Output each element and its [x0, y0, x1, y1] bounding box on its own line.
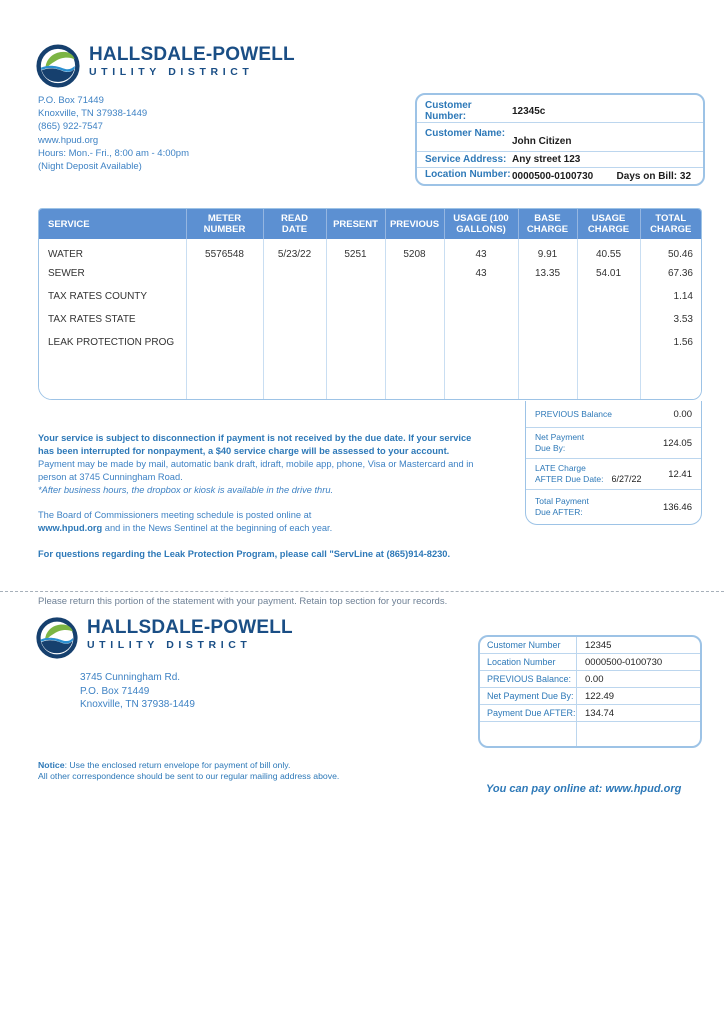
table-cell [263, 331, 326, 354]
customer-name-value: John Citizen [512, 136, 572, 147]
address-line: Knoxville, TN 37938-1449 [80, 699, 195, 710]
late-charge-value: 12.41 [668, 468, 692, 480]
table-cell [263, 262, 326, 285]
table-cell [326, 308, 385, 331]
table-cell: 5/23/22 [263, 239, 326, 262]
after-hours-note: *After business hours, the dropbox or kiosk is available in the drive thru. [38, 485, 334, 495]
table-cell: SEWER [39, 262, 186, 285]
location-number-row [417, 168, 703, 184]
table-cell [444, 308, 518, 331]
table-cell [263, 285, 326, 308]
table-cell [385, 285, 444, 308]
disconnection-notice: Your service is subject to disconnection if payment is not received by the due date. If your service has been interrupted for nonpayment, a $40 service charge will be assessed to your account. Payment may be made by mail, automatic bank draft, idraft, mobile app, phone, Visa or Mastercard and in person at 3745 Cunningham Road. *After business hours, the dropbox or kiosk is available in the drive thru. [38, 433, 474, 495]
net-payment-value: 124.05 [662, 437, 692, 449]
table-cell: WATER [39, 239, 186, 262]
customer-name-row [417, 123, 703, 152]
location-number-value: 0000500-0100730 [512, 171, 594, 182]
table-cell [577, 308, 640, 331]
table-cell [385, 262, 444, 285]
col-header-total-charge: TOTAL CHARGE [640, 209, 701, 239]
address-line: Hours: Mon.- Fri., 8:00 am - 4:00pm [38, 147, 189, 159]
table-cell: 43 [444, 262, 518, 285]
table-cell: 3.53 [640, 308, 701, 331]
table-cell [444, 331, 518, 354]
table-cell: TAX RATES STATE [39, 308, 186, 331]
customer-number-value: 12345c [512, 106, 546, 117]
remit-summary-box [478, 635, 702, 748]
address-line: (865) 922-7547 [38, 121, 103, 133]
bill-messages [38, 432, 482, 574]
table-row-water [39, 239, 701, 262]
leak-protection-note: For questions regarding the Leak Protection Program, please call "ServLine at (865)914-8230. [38, 549, 451, 559]
days-on-bill: Days on Bill: 32 [616, 171, 691, 182]
previous-balance-value: 0.00 [673, 408, 692, 420]
table-cell: 50.46 [640, 239, 701, 262]
col-header-usage-gallons: USAGE (100 GALLONS) [444, 209, 518, 239]
remit-previous-balance-row: PREVIOUS Balance: 0.00 [480, 671, 700, 688]
address-line: 3745 Cunningham Rd. [80, 672, 181, 683]
table-cell: 67.36 [640, 262, 701, 285]
service-charges-table [39, 209, 701, 399]
col-header-service: SERVICE [39, 209, 186, 239]
service-address-value: Any street 123 [512, 154, 581, 165]
table-header-row [39, 209, 701, 239]
table-cell [518, 308, 577, 331]
brand-name: HALLSDALE-POWELL [87, 617, 293, 638]
table-cell: 13.35 [518, 262, 577, 285]
brand-tagline: UTILITY DISTRICT [87, 639, 252, 651]
table-cell: 5251 [326, 239, 385, 262]
table-cell [385, 331, 444, 354]
hpud-logo-icon [36, 44, 80, 88]
table-cell [385, 308, 444, 331]
service-address-label: Service Address: [425, 154, 507, 165]
table-cell [444, 285, 518, 308]
hpud-url: www.hpud.org [38, 523, 103, 533]
hpud-logo-text [89, 44, 295, 78]
late-charge-label: LATE Charge AFTER Due Date: 6/27/22 [535, 463, 642, 484]
table-cell [186, 262, 263, 285]
service-address-row [417, 152, 703, 168]
remit-payment-after-row: Payment Due AFTER: 134.74 [480, 705, 700, 722]
table-cell: LEAK PROTECTION PROG [39, 331, 186, 354]
perforation-line [0, 591, 724, 592]
table-cell: 40.55 [577, 239, 640, 262]
pay-online-note: You can pay online at: www.hpud.org [486, 783, 682, 795]
col-header-usage-charge: USAGE CHARGE [577, 209, 640, 239]
hpud-logo-remit [36, 617, 293, 659]
table-cell [518, 285, 577, 308]
table-cell [326, 262, 385, 285]
late-charge-after-date: 6/27/22 [611, 474, 642, 484]
table-cell [518, 331, 577, 354]
table-cell: 9.91 [518, 239, 577, 262]
location-number-label: Location Number: [425, 169, 511, 180]
previous-balance-label: PREVIOUS Balance [535, 408, 613, 419]
total-payment-label: Total Payment Due AFTER: [535, 496, 589, 517]
table-cell: TAX RATES COUNTY [39, 285, 186, 308]
address-line: www.hpud.org [38, 134, 99, 146]
col-header-present: PRESENT [326, 209, 385, 239]
col-header-read-date: READ DATE [263, 209, 326, 239]
table-cell: 1.14 [640, 285, 701, 308]
previous-balance-row [526, 401, 701, 428]
net-payment-row [526, 428, 701, 459]
utility-address-block [38, 94, 189, 173]
remit-net-payment-row: Net Payment Due By: 122.49 [480, 688, 700, 705]
total-payment-row [526, 490, 701, 524]
address-line: P.O. Box 71449 [38, 95, 104, 106]
col-header-previous: PREVIOUS [385, 209, 444, 239]
table-cell [186, 285, 263, 308]
remit-location-number-row: Location Number 0000500-0100730 [480, 654, 700, 671]
table-cell [326, 331, 385, 354]
customer-number-row [417, 95, 703, 123]
customer-name-label: Customer Name: [425, 128, 506, 139]
net-payment-label: Net Payment Due By: [535, 432, 585, 453]
table-cell [577, 285, 640, 308]
envelope-notice: Notice: Use the enclosed return envelope for payment of bill only. All other correspondence should be sent to our regular mailing address above. [38, 760, 340, 781]
hpud-logo-text [87, 617, 293, 651]
address-line: Knoxville, TN 37938-1449 [38, 108, 148, 120]
balance-summary-box [525, 401, 702, 525]
col-header-base-charge: BASE CHARGE [518, 209, 577, 239]
table-row-tax-county [39, 285, 701, 308]
table-cell [186, 308, 263, 331]
table-cell: 5576548 [186, 239, 263, 262]
table-row-spacer [39, 354, 701, 399]
hpud-logo [36, 44, 295, 88]
table-cell [263, 308, 326, 331]
remit-address-block [80, 671, 195, 712]
brand-name: HALLSDALE-POWELL [89, 44, 295, 65]
customer-number-label: Customer Number: [425, 100, 472, 122]
col-header-meter-number: METER NUMBER [186, 209, 263, 239]
remit-customer-number-row: Customer Number 12345 [480, 637, 700, 654]
brand-tagline: UTILITY DISTRICT [89, 66, 254, 78]
table-cell: 43 [444, 239, 518, 262]
table-cell: 1.56 [640, 331, 701, 354]
commissioners-note: The Board of Commissioners meeting schedule is posted online at www.hpud.org and in the News Sentinel at the beginning of each year. [38, 510, 333, 533]
table-row-sewer [39, 262, 701, 285]
table-cell [186, 331, 263, 354]
table-cell [326, 285, 385, 308]
table-cell [577, 331, 640, 354]
table-row-leak-protection [39, 331, 701, 354]
address-line: (Night Deposit Available) [38, 161, 142, 173]
table-cell: 54.01 [577, 262, 640, 285]
return-portion-note: Please return this portion of the statement with your payment. Retain top section for your records. [38, 596, 448, 607]
service-charges-table-wrap [38, 208, 702, 400]
total-payment-value: 136.46 [662, 501, 692, 513]
table-cell: 5208 [385, 239, 444, 262]
customer-info-box [415, 93, 705, 186]
address-line: P.O. Box 71449 [80, 685, 150, 697]
remit-box-blank-row [480, 722, 700, 746]
hpud-logo-icon [36, 617, 78, 659]
table-row-tax-state [39, 308, 701, 331]
late-charge-row [526, 459, 701, 490]
